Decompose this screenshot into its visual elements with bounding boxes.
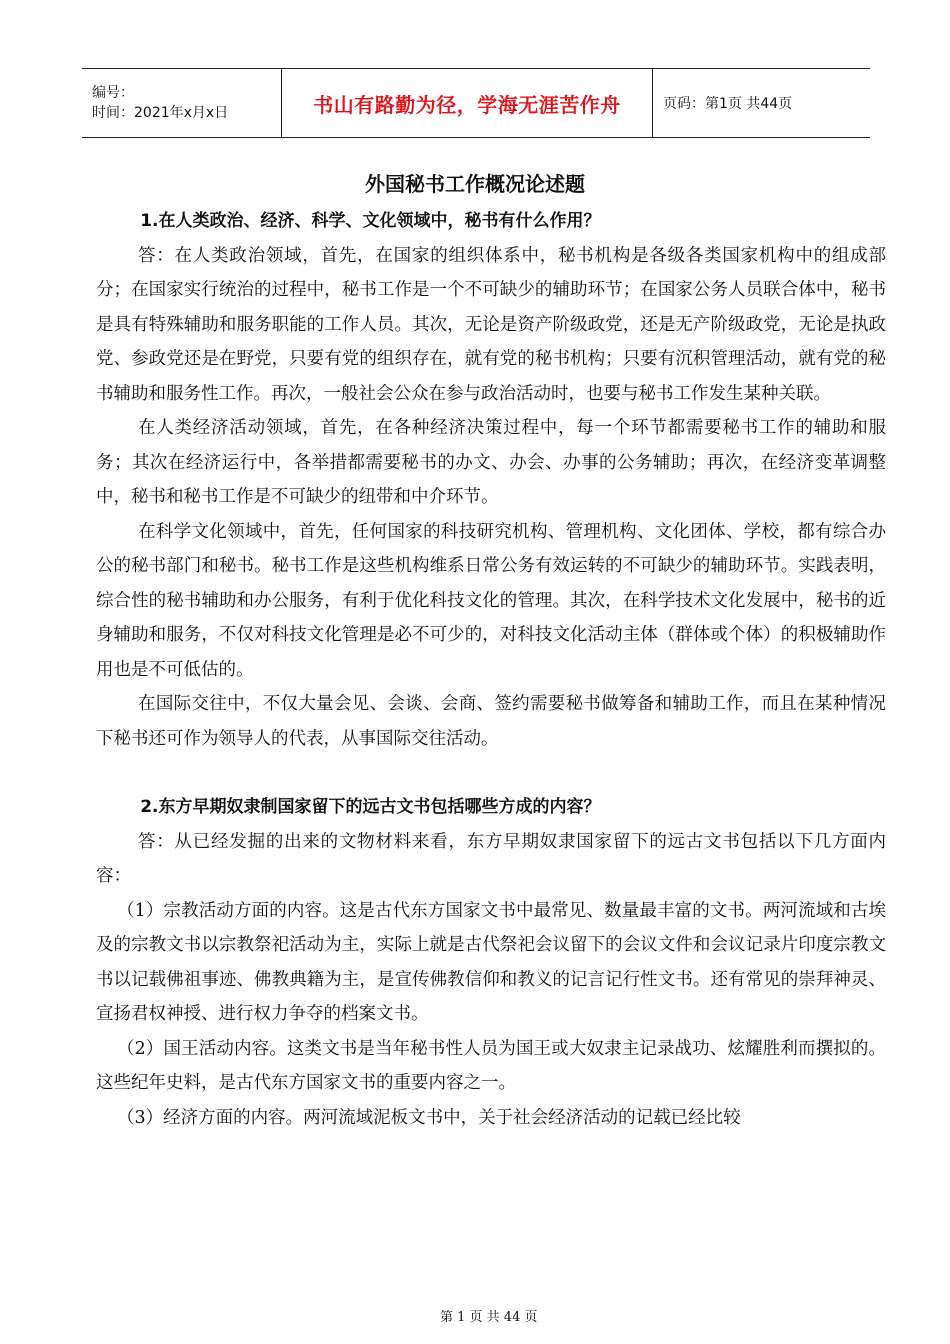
answer-2-paragraph-3: （2）国王活动内容。这类文书是当年秘书性人员为国王或大奴隶主记录战功、炫耀胜利而撰拟的。这些纪年史料，是古代东方国家文书的重要内容之一。	[96, 1038, 886, 1093]
question-1: 1.在人类政治、经济、科学、文化领域中，秘书有什么作用？	[140, 211, 601, 231]
header-meta	[82, 69, 281, 137]
document-body	[96, 204, 886, 1135]
document-title: 外国秘书工作概况论述题	[365, 172, 585, 196]
answer-1-paragraph-4: 在国际交往中，不仅大量会见、会谈、会商、签约需要秘书做筹备和辅助工作，而且在某种情况下秘书还可作为领导人的代表，从事国际交往活动。	[96, 694, 886, 749]
header-time: 时间：2021年x月x日	[92, 105, 229, 121]
page-footer: 第 1 页 共 44 页	[440, 1310, 538, 1325]
answer-2-paragraph-4: （3）经济方面的内容。两河流域泥板文书中，关于社会经济活动的记载已经比较	[117, 1107, 741, 1128]
document-header	[82, 68, 870, 138]
header-motto: 书山有路勤为径，学海无涯苦作舟	[281, 69, 653, 137]
question-2: 2.东方早期奴隶制国家留下的远古文书包括哪些方成的内容？	[140, 797, 601, 817]
section-gap	[96, 756, 886, 790]
answer-2-paragraph-1: 答：从已经发掘的出来的文物材料来看，东方早期奴隶国家留下的远古文书包括以下几方面内容：	[96, 831, 886, 886]
answer-1-paragraph-3: 在科学文化领域中，首先，任何国家的科技研究机构、管理机构、文化团体、学校，都有综合办公的秘书部门和秘书。秘书工作是这些机构维系日常公务有效运转的不可缺少的辅助环节。实践表明，综合性的秘书辅助和办公服务，有利于优化科技文化的管理。其次，在科学技术文化发展中，秘书的近身辅助和服务，不仅对科技文化管理是必不可少的，对科技文化活动主体（群体或个体）的积极辅助作用也是不可低估的。	[96, 521, 886, 680]
answer-2-paragraph-2: （1）宗教活动方面的内容。这是古代东方国家文书中最常见、数量最丰富的文书。两河流域和古埃及的宗教文书以宗教祭祀活动为主，实际上就是古代祭祀会议留下的会议文件和会议记录片印度宗教文书以记载佛祖事迹、佛教典籍为主，是宣传佛教信仰和教义的记言记行性文书。还有常见的崇拜神灵、宣扬君权神授、进行权力争夺的档案文书。	[96, 900, 886, 1024]
answer-1-paragraph-1: 答：在人类政治领域，首先，在国家的组织体系中，秘书机构是各级各类国家机构中的组成部分；在国家实行统治的过程中，秘书工作是一个不可缺少的辅助环节；在国家公务人员联合体中，秘书是具有特殊辅助和服务职能的工作人员。其次，无论是资产阶级政党，还是无产阶级政党，无论是执政党、参政党还是在野党，只要有党的组织存在，就有党的秘书机构；只要有沉积管理活动，就有党的秘书辅助和服务性工作。再次，一般社会公众在参与政治活动时，也要与秘书工作发生某种关联。	[96, 245, 886, 404]
answer-1-paragraph-2: 在人类经济活动领域，首先，在各种经济决策过程中，每一个环节都需要秘书工作的辅助和服务；其次在经济运行中，各举措都需要秘书的办文、办会、办事的公务辅助；再次，在经济变革调整中，秘书和秘书工作是不可缺少的纽带和中介环节。	[96, 418, 886, 507]
header-page-info: 页码：第1页 共44页	[663, 96, 793, 112]
header-number: 编号：	[92, 85, 134, 101]
